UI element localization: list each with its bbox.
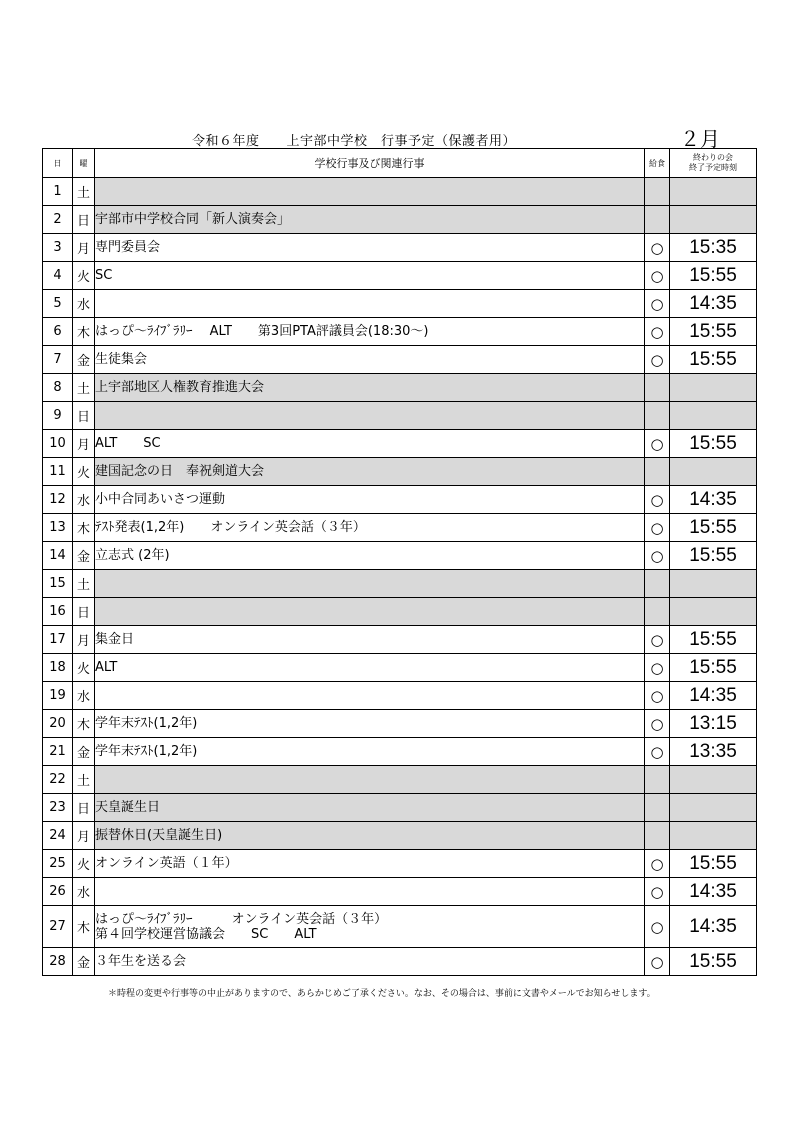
events-cell: 宇部市中学校合同「新人演奏会」 — [95, 206, 645, 234]
end-time-cell — [670, 458, 757, 486]
end-time-cell — [670, 178, 757, 206]
weekday-cell: 月 — [73, 430, 95, 458]
lunch-cell: ○ — [645, 234, 670, 262]
lunch-cell — [645, 570, 670, 598]
end-time-cell: 15:55 — [670, 948, 757, 976]
end-time-cell: 14:35 — [670, 290, 757, 318]
lunch-cell: ○ — [645, 262, 670, 290]
lunch-cell: ○ — [645, 486, 670, 514]
end-time-cell: 14:35 — [670, 486, 757, 514]
day-cell: 1 — [43, 178, 73, 206]
weekday-cell: 日 — [73, 794, 95, 822]
events-cell — [95, 178, 645, 206]
weekday-cell: 日 — [73, 402, 95, 430]
lunch-cell — [645, 206, 670, 234]
end-time-cell: 14:35 — [670, 906, 757, 948]
month-label: ２月 — [680, 127, 720, 151]
end-time-cell: 15:55 — [670, 262, 757, 290]
weekday-cell: 金 — [73, 948, 95, 976]
lunch-cell — [645, 402, 670, 430]
table-row — [43, 458, 757, 486]
events-cell: ALT SC — [95, 430, 645, 458]
table-row — [43, 542, 757, 570]
events-cell — [95, 402, 645, 430]
end-time-header-line1: 終わりの会 — [693, 153, 733, 162]
events-cell: ３年生を送る会 — [95, 948, 645, 976]
end-time-cell: 15:55 — [670, 542, 757, 570]
events-header: 学校行事及び関連行事 — [95, 149, 645, 178]
weekday-cell: 火 — [73, 262, 95, 290]
day-cell: 4 — [43, 262, 73, 290]
events-cell: はっぴ～ﾗｲﾌﾞﾗﾘｰ ALT 第3回PTA評議員会(18:30～) — [95, 318, 645, 346]
day-cell: 20 — [43, 710, 73, 738]
header-row — [43, 149, 757, 178]
weekday-cell: 木 — [73, 906, 95, 948]
end-time-cell: 15:55 — [670, 654, 757, 682]
lunch-cell: ○ — [645, 948, 670, 976]
table-row — [43, 850, 757, 878]
footnote: ＊時程の変更や行事等の中止がありますので、あらかじめご了承ください。なお、その場合は、事前に文書やメールでお知らせします。 — [108, 989, 656, 999]
lunch-cell: ○ — [645, 738, 670, 766]
events-cell: 集金日 — [95, 626, 645, 654]
table-row — [43, 570, 757, 598]
weekday-cell: 月 — [73, 234, 95, 262]
end-time-cell: 15:55 — [670, 318, 757, 346]
end-time-cell: 13:15 — [670, 710, 757, 738]
table-row — [43, 710, 757, 738]
weekday-cell: 土 — [73, 178, 95, 206]
events-cell: 小中合同あいさつ運動 — [95, 486, 645, 514]
weekday-cell: 金 — [73, 346, 95, 374]
end-time-cell: 13:35 — [670, 738, 757, 766]
lunch-cell: ○ — [645, 682, 670, 710]
weekday-cell: 水 — [73, 878, 95, 906]
weekday-cell: 火 — [73, 654, 95, 682]
day-cell: 7 — [43, 346, 73, 374]
day-cell: 14 — [43, 542, 73, 570]
events-cell — [95, 878, 645, 906]
events-cell — [95, 290, 645, 318]
day-cell: 6 — [43, 318, 73, 346]
table-row — [43, 878, 757, 906]
events-cell: ALT — [95, 654, 645, 682]
day-cell: 9 — [43, 402, 73, 430]
day-cell: 16 — [43, 598, 73, 626]
events-cell: はっぴ～ﾗｲﾌﾞﾗﾘｰ オンライン英会話（３年） 第４回学校運営協議会 SC ALT — [95, 906, 645, 948]
table-row — [43, 318, 757, 346]
table-row — [43, 822, 757, 850]
table-row — [43, 234, 757, 262]
events-cell: 学年末ﾃｽﾄ(1,2年) — [95, 710, 645, 738]
weekday-cell: 日 — [73, 598, 95, 626]
end-time-cell — [670, 374, 757, 402]
table-row — [43, 514, 757, 542]
weekday-cell: 月 — [73, 822, 95, 850]
events-cell: ﾃｽﾄ発表(1,2年) オンライン英会話（３年） — [95, 514, 645, 542]
end-time-cell: 15:55 — [670, 346, 757, 374]
end-time-cell: 15:35 — [670, 234, 757, 262]
events-cell: 上宇部地区人権教育推進大会 — [95, 374, 645, 402]
day-cell: 2 — [43, 206, 73, 234]
end-time-cell — [670, 570, 757, 598]
table-row — [43, 374, 757, 402]
day-cell: 28 — [43, 948, 73, 976]
lunch-cell: ○ — [645, 542, 670, 570]
weekday-cell: 土 — [73, 570, 95, 598]
end-time-header — [670, 149, 757, 178]
events-cell: SC — [95, 262, 645, 290]
lunch-cell — [645, 766, 670, 794]
day-cell: 22 — [43, 766, 73, 794]
day-cell: 12 — [43, 486, 73, 514]
table-row — [43, 290, 757, 318]
weekday-cell: 土 — [73, 374, 95, 402]
table-row — [43, 402, 757, 430]
events-cell: 専門委員会 — [95, 234, 645, 262]
lunch-cell: ○ — [645, 346, 670, 374]
events-cell: 天皇誕生日 — [95, 794, 645, 822]
lunch-cell — [645, 598, 670, 626]
day-cell: 18 — [43, 654, 73, 682]
weekday-header: 曜 — [73, 149, 95, 178]
day-cell: 13 — [43, 514, 73, 542]
table-row — [43, 346, 757, 374]
page-title: 令和６年度 上宇部中学校 行事予定（保護者用） — [192, 134, 517, 149]
table-row — [43, 626, 757, 654]
weekday-cell: 木 — [73, 710, 95, 738]
events-cell: 建国記念の日 奉祝剣道大会 — [95, 458, 645, 486]
table-row — [43, 430, 757, 458]
day-cell: 17 — [43, 626, 73, 654]
lunch-cell — [645, 178, 670, 206]
end-time-cell — [670, 766, 757, 794]
weekday-cell: 火 — [73, 458, 95, 486]
weekday-cell: 水 — [73, 682, 95, 710]
lunch-cell: ○ — [645, 878, 670, 906]
end-time-cell — [670, 794, 757, 822]
end-time-cell: 15:55 — [670, 626, 757, 654]
weekday-cell: 水 — [73, 486, 95, 514]
day-cell: 26 — [43, 878, 73, 906]
schedule-table — [42, 148, 757, 976]
weekday-cell: 水 — [73, 290, 95, 318]
day-cell: 25 — [43, 850, 73, 878]
lunch-cell: ○ — [645, 290, 670, 318]
end-time-cell: 14:35 — [670, 878, 757, 906]
end-time-cell: 14:35 — [670, 682, 757, 710]
weekday-cell: 土 — [73, 766, 95, 794]
weekday-cell: 月 — [73, 626, 95, 654]
table-row — [43, 682, 757, 710]
weekday-cell: 木 — [73, 318, 95, 346]
events-cell: オンライン英語（１年） — [95, 850, 645, 878]
events-cell: 生徒集会 — [95, 346, 645, 374]
end-time-cell: 15:55 — [670, 514, 757, 542]
day-cell: 15 — [43, 570, 73, 598]
lunch-cell — [645, 794, 670, 822]
lunch-header: 給食 — [645, 149, 670, 178]
lunch-cell — [645, 374, 670, 402]
events-cell — [95, 682, 645, 710]
end-time-cell: 15:55 — [670, 850, 757, 878]
end-time-cell — [670, 206, 757, 234]
lunch-cell: ○ — [645, 626, 670, 654]
table-row — [43, 948, 757, 976]
events-cell — [95, 598, 645, 626]
events-cell — [95, 570, 645, 598]
table-row — [43, 794, 757, 822]
weekday-cell: 火 — [73, 850, 95, 878]
events-cell: 振替休日(天皇誕生日) — [95, 822, 645, 850]
lunch-cell: ○ — [645, 514, 670, 542]
events-cell: 立志式 (2年) — [95, 542, 645, 570]
day-cell: 23 — [43, 794, 73, 822]
weekday-cell: 日 — [73, 206, 95, 234]
events-cell: 学年末ﾃｽﾄ(1,2年) — [95, 738, 645, 766]
weekday-cell: 金 — [73, 542, 95, 570]
end-time-cell — [670, 822, 757, 850]
lunch-cell: ○ — [645, 318, 670, 346]
day-cell: 10 — [43, 430, 73, 458]
end-time-cell — [670, 598, 757, 626]
day-cell: 11 — [43, 458, 73, 486]
end-time-cell — [670, 402, 757, 430]
table-row — [43, 206, 757, 234]
schedule-body — [43, 178, 757, 976]
lunch-cell: ○ — [645, 906, 670, 948]
lunch-cell — [645, 458, 670, 486]
day-cell: 24 — [43, 822, 73, 850]
day-cell: 5 — [43, 290, 73, 318]
table-row — [43, 178, 757, 206]
table-row — [43, 262, 757, 290]
table-row — [43, 486, 757, 514]
table-row — [43, 766, 757, 794]
table-row — [43, 654, 757, 682]
lunch-cell — [645, 822, 670, 850]
day-header: 日 — [43, 149, 73, 178]
day-cell: 8 — [43, 374, 73, 402]
lunch-cell: ○ — [645, 654, 670, 682]
table-row — [43, 598, 757, 626]
end-time-cell: 15:55 — [670, 430, 757, 458]
lunch-cell: ○ — [645, 430, 670, 458]
end-time-header-line2: 終了予定時刻 — [689, 163, 737, 172]
lunch-cell: ○ — [645, 710, 670, 738]
weekday-cell: 木 — [73, 514, 95, 542]
table-row — [43, 738, 757, 766]
table-row — [43, 906, 757, 948]
lunch-cell: ○ — [645, 850, 670, 878]
events-cell — [95, 766, 645, 794]
day-cell: 27 — [43, 906, 73, 948]
weekday-cell: 金 — [73, 738, 95, 766]
day-cell: 19 — [43, 682, 73, 710]
day-cell: 3 — [43, 234, 73, 262]
day-cell: 21 — [43, 738, 73, 766]
